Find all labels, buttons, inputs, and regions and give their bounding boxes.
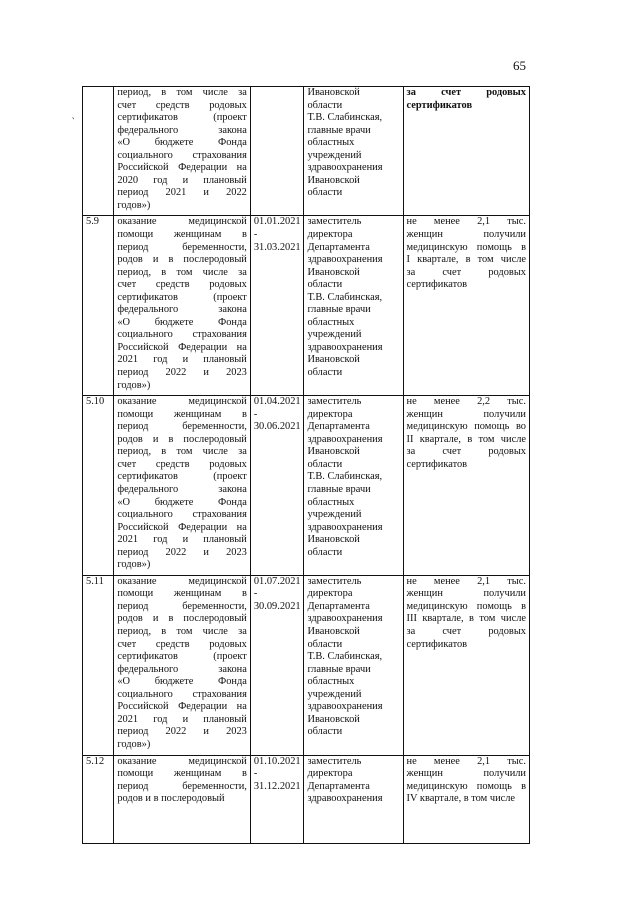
result-cell: [403, 575, 529, 755]
activity-cell: [114, 755, 251, 843]
activity-line: федерального закона: [117, 663, 247, 675]
responsible-line: учреждений: [307, 149, 362, 161]
activity-line: оказание медицинской: [117, 216, 247, 228]
responsible-line: Департамента: [307, 421, 370, 433]
responsible-line: учреждений: [307, 509, 362, 521]
responsible-line: здравоохранения: [307, 254, 383, 266]
responsible-line: области: [307, 638, 343, 650]
period-sep: [254, 100, 301, 113]
responsible-line: Ивановской: [307, 446, 360, 458]
row-number: [83, 396, 114, 576]
responsible-line: областных: [307, 676, 355, 688]
activity-line: помощи женщинам в: [117, 229, 247, 241]
table-row: [83, 755, 530, 843]
activity-line: 2021 год и плановый: [117, 354, 247, 366]
responsible-cell: [304, 396, 403, 576]
result-line: за счет родовых: [406, 266, 526, 278]
result-line: сертификатов: [406, 458, 468, 470]
responsible-line: Департамента: [307, 600, 370, 612]
activity-line: период, в том числе за: [117, 625, 247, 637]
activity-line: период, в том числе за: [117, 87, 247, 98]
period-start: [254, 87, 301, 100]
responsible-line: Ивановской: [307, 87, 360, 98]
table-row: [83, 575, 530, 755]
table-row: [83, 87, 530, 216]
plan-table-body: [83, 87, 530, 844]
result-line: III квартале, в том числе: [406, 613, 526, 625]
responsible-line: области: [307, 726, 343, 738]
result-line: за счет родовых: [406, 625, 526, 637]
activity-line: оказание медицинской: [117, 396, 247, 408]
responsible-line: Т.В. Слабинская,: [307, 291, 383, 303]
result-line: не менее 2,1 тыс.: [406, 755, 526, 767]
responsible-line: директора: [307, 768, 353, 780]
period-cell: [250, 216, 304, 396]
responsible-line: здравоохранения: [307, 433, 383, 445]
activity-line: период, в том числе за: [117, 266, 247, 278]
result-line: женщин получили: [406, 408, 526, 420]
result-line: IV квартале, в том числе: [406, 793, 516, 805]
period-end: [254, 112, 301, 125]
activity-line: 2020 год и плановый: [117, 174, 247, 186]
result-line: медицинскую помощь в: [406, 600, 526, 612]
activity-line: социального страхования: [117, 329, 247, 341]
result-line: сертификатов: [406, 99, 473, 111]
responsible-line: главные врачи: [307, 483, 371, 495]
activity-line: 2021 год и плановый: [117, 534, 247, 546]
period-cell: [250, 87, 304, 216]
activity-line: федерального закона: [117, 483, 247, 495]
activity-line: федерального закона: [117, 304, 247, 316]
period-end: 31.03.2021: [253, 241, 301, 253]
result-line: II квартале, в том числе: [406, 433, 526, 445]
responsible-line: главные врачи: [307, 124, 371, 136]
result-line: медицинскую помощь в: [406, 780, 526, 792]
row-number: [83, 87, 114, 216]
result-line: женщин получили: [406, 229, 526, 241]
period-cell: [250, 755, 304, 843]
activity-line: социального страхования: [117, 509, 247, 521]
activity-line: родов и в послеродовый: [117, 793, 225, 805]
activity-line: Российской Федерации на: [117, 162, 247, 174]
activity-line: «О бюджете Фонда: [117, 676, 247, 688]
responsible-line: здравоохранения: [307, 521, 383, 533]
activity-line: годов»): [117, 199, 151, 211]
activity-line: период, в том числе за: [117, 446, 247, 458]
responsible-line: заместитель: [307, 755, 362, 767]
responsible-line: Т.В. Слабинская,: [307, 112, 383, 124]
plan-table: [82, 86, 530, 844]
responsible-line: директора: [307, 408, 353, 420]
responsible-line: Департамента: [307, 780, 370, 792]
responsible-line: Т.В. Слабинская,: [307, 651, 383, 663]
responsible-line: области: [307, 99, 343, 111]
responsible-line: учреждений: [307, 329, 362, 341]
row-number-text: 5.12: [86, 755, 105, 767]
activity-line: социального страхования: [117, 688, 247, 700]
activity-line: помощи женщинам в: [117, 588, 247, 600]
result-line: медицинскую помощь во: [406, 421, 526, 433]
activity-line: помощи женщинам в: [117, 768, 247, 780]
result-line: за счет родовых: [406, 87, 526, 98]
period-sep: -: [253, 229, 258, 241]
activity-line: социального страхования: [117, 149, 247, 161]
responsible-line: области: [307, 546, 343, 558]
row-number: [83, 755, 114, 843]
responsible-cell: [304, 216, 403, 396]
responsible-line: Ивановской: [307, 625, 360, 637]
table-row: [83, 396, 530, 576]
period-start: 01.07.2021: [253, 575, 301, 587]
responsible-line: Ивановской: [307, 266, 360, 278]
activity-line: «О бюджете Фонда: [117, 316, 247, 328]
responsible-line: Департамента: [307, 241, 370, 253]
result-line: за счет родовых: [406, 446, 526, 458]
activity-line: помощи женщинам в: [117, 408, 247, 420]
result-line: сертификатов: [406, 279, 468, 291]
result-cell: [403, 87, 529, 216]
activity-cell: [114, 396, 251, 576]
result-cell: [403, 755, 529, 843]
activity-cell: [114, 575, 251, 755]
activity-line: период беременности,: [117, 421, 247, 433]
activity-line: счет средств родовых: [117, 279, 247, 291]
period-end: 30.06.2021: [253, 421, 301, 433]
activity-line: оказание медицинской: [117, 575, 247, 587]
activity-line: Российской Федерации на: [117, 521, 247, 533]
responsible-line: заместитель: [307, 216, 362, 228]
responsible-line: директора: [307, 229, 353, 241]
activity-cell: [114, 87, 251, 216]
activity-line: счет средств родовых: [117, 638, 247, 650]
page-number: 65: [513, 58, 526, 73]
activity-line: счет средств родовых: [117, 99, 247, 111]
period-sep: -: [253, 768, 258, 780]
period-end: 30.09.2021: [253, 600, 301, 612]
activity-line: годов»): [117, 559, 151, 571]
result-line: женщин получили: [406, 768, 526, 780]
activity-line: 2021 год и плановый: [117, 713, 247, 725]
responsible-line: заместитель: [307, 575, 362, 587]
result-line: не менее 2,2 тыс.: [406, 396, 526, 408]
responsible-line: здравоохранения: [307, 793, 383, 805]
responsible-cell: [304, 575, 403, 755]
activity-line: оказание медицинской: [117, 755, 247, 767]
responsible-line: области: [307, 187, 343, 199]
result-line: не менее 2,1 тыс.: [406, 216, 526, 228]
activity-line: Российской Федерации на: [117, 341, 247, 353]
responsible-line: областных: [307, 496, 355, 508]
period-end: 31.12.2021: [253, 780, 301, 792]
responsible-line: Ивановской: [307, 174, 360, 186]
activity-line: сертификатов (проект: [117, 471, 247, 483]
activity-line: период беременности,: [117, 600, 247, 612]
activity-line: годов»): [117, 738, 151, 750]
period-cell: [250, 396, 304, 576]
activity-line: период беременности,: [117, 241, 247, 253]
result-line: не менее 2,1 тыс.: [406, 575, 526, 587]
activity-line: годов»): [117, 379, 151, 391]
result-line: медицинскую помощь в: [406, 241, 526, 253]
responsible-line: областных: [307, 137, 355, 149]
activity-line: сертификатов (проект: [117, 112, 247, 124]
activity-line: родов и в послеродовый: [117, 613, 247, 625]
margin-mark: ‵: [72, 117, 75, 128]
result-cell: [403, 216, 529, 396]
responsible-line: Ивановской: [307, 713, 360, 725]
responsible-line: здравоохранения: [307, 701, 383, 713]
responsible-line: директора: [307, 588, 353, 600]
activity-line: Российской Федерации на: [117, 701, 247, 713]
responsible-cell: [304, 755, 403, 843]
responsible-line: областных: [307, 316, 355, 328]
activity-line: период 2022 и 2023: [117, 546, 247, 558]
activity-line: период 2022 и 2023: [117, 726, 247, 738]
responsible-line: области: [307, 367, 343, 379]
responsible-line: области: [307, 279, 343, 291]
row-number: [83, 575, 114, 755]
responsible-line: здравоохранения: [307, 341, 383, 353]
activity-line: период 2021 и 2022: [117, 187, 247, 199]
period-sep: -: [253, 408, 258, 420]
activity-line: счет средств родовых: [117, 458, 247, 470]
row-number-text: 5.9: [86, 216, 99, 228]
activity-line: родов и в послеродовый: [117, 254, 247, 266]
result-line: сертификатов: [406, 638, 468, 650]
activity-line: сертификатов (проект: [117, 291, 247, 303]
activity-line: «О бюджете Фонда: [117, 137, 247, 149]
responsible-line: области: [307, 458, 343, 470]
table-row: [83, 216, 530, 396]
activity-line: период 2022 и 2023: [117, 367, 247, 379]
activity-line: период беременности,: [117, 780, 247, 792]
responsible-line: Ивановской: [307, 534, 360, 546]
responsible-line: Т.В. Слабинская,: [307, 471, 383, 483]
responsible-line: Ивановской: [307, 354, 360, 366]
responsible-line: учреждений: [307, 688, 362, 700]
period-start: 01.01.2021: [253, 216, 301, 228]
responsible-cell: [304, 87, 403, 216]
period-start: 01.04.2021: [253, 396, 301, 408]
result-line: женщин получили: [406, 588, 526, 600]
responsible-line: главные врачи: [307, 304, 371, 316]
activity-line: «О бюджете Фонда: [117, 496, 247, 508]
responsible-line: здравоохранения: [307, 613, 383, 625]
period-sep: -: [253, 588, 258, 600]
period-start: 01.10.2021: [253, 755, 301, 767]
activity-line: федерального закона: [117, 124, 247, 136]
row-number-text: 5.11: [86, 575, 104, 587]
activity-line: сертификатов (проект: [117, 651, 247, 663]
row-number: [83, 216, 114, 396]
result-cell: [403, 396, 529, 576]
activity-line: родов и в послеродовый: [117, 433, 247, 445]
responsible-line: заместитель: [307, 396, 362, 408]
activity-cell: [114, 216, 251, 396]
responsible-line: здравоохранения: [307, 162, 383, 174]
result-line: I квартале, в том числе: [406, 254, 526, 266]
row-number-text: 5.10: [86, 396, 105, 408]
period-cell: [250, 575, 304, 755]
responsible-line: главные врачи: [307, 663, 371, 675]
